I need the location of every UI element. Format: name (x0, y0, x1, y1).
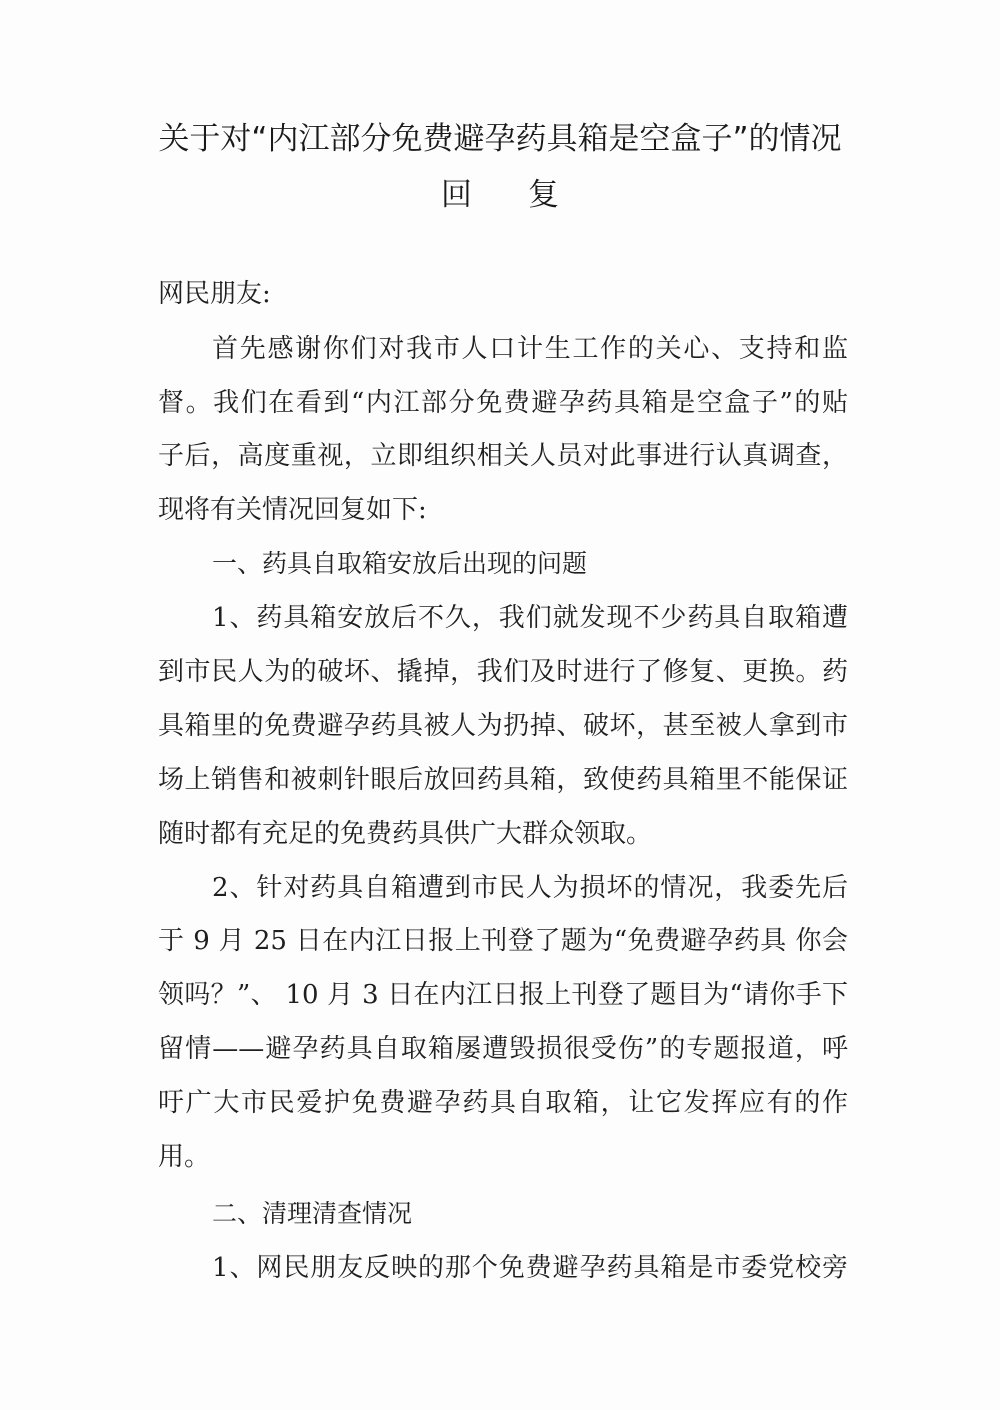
paragraph-line: 于 9 月 25 日在内江日报上刊登了题为“免费避孕药具 你会 (158, 926, 848, 956)
salutation: 网民朋友: (158, 279, 271, 309)
section-heading-2: 二、清理清查情况 (212, 1199, 413, 1228)
paragraph-line: 督。我们在看到“内江部分免费避孕药具箱是空盒子”的贴 (158, 388, 848, 418)
paragraph-line: 随时都有充足的免费药具供广大群众领取。 (158, 819, 653, 849)
paragraph-line: 领吗？”、 10 月 3 日在内江日报上刊登了题目为“请你手下 (158, 980, 848, 1010)
document-title-line-1: 关于对“内江部分免费避孕药具箱是空盒子”的情况 (158, 121, 842, 157)
paragraph-line: 1、网民朋友反映的那个免费避孕药具箱是市委党校旁 (212, 1253, 848, 1283)
paragraph-line: 1、药具箱安放后不久，我们就发现不少药具自取箱遭 (212, 603, 848, 633)
paragraph-line: 子后，高度重视，立即组织相关人员对此事进行认真调查， (158, 441, 848, 471)
paragraph-line: 用。 (158, 1142, 211, 1172)
paragraph-line: 吁广大市民爱护免费避孕药具自取箱，让它发挥应有的作 (158, 1088, 848, 1118)
paragraph-line: 到市民人为的破坏、撬掉，我们及时进行了修复、更换。药 (158, 657, 848, 687)
paragraph-line: 留情——避孕药具自取箱屡遭毁损很受伤”的专题报道，呼 (158, 1034, 848, 1064)
paragraph-line: 具箱里的免费避孕药具被人为扔掉、破坏，甚至被人拿到市 (158, 711, 848, 741)
paragraph-line: 2、针对药具自箱遭到市民人为损坏的情况，我委先后 (212, 873, 848, 903)
section-heading-1: 一、药具自取箱安放后出现的问题 (212, 549, 588, 578)
paragraph-line: 现将有关情况回复如下: (158, 495, 427, 525)
paragraph-line: 场上销售和被刺针眼后放回药具箱，致使药具箱里不能保证 (158, 765, 848, 795)
document-title-line-2: 回复 (441, 177, 615, 213)
paragraph-line: 首先感谢你们对我市人口计生工作的关心、支持和监 (212, 334, 848, 364)
